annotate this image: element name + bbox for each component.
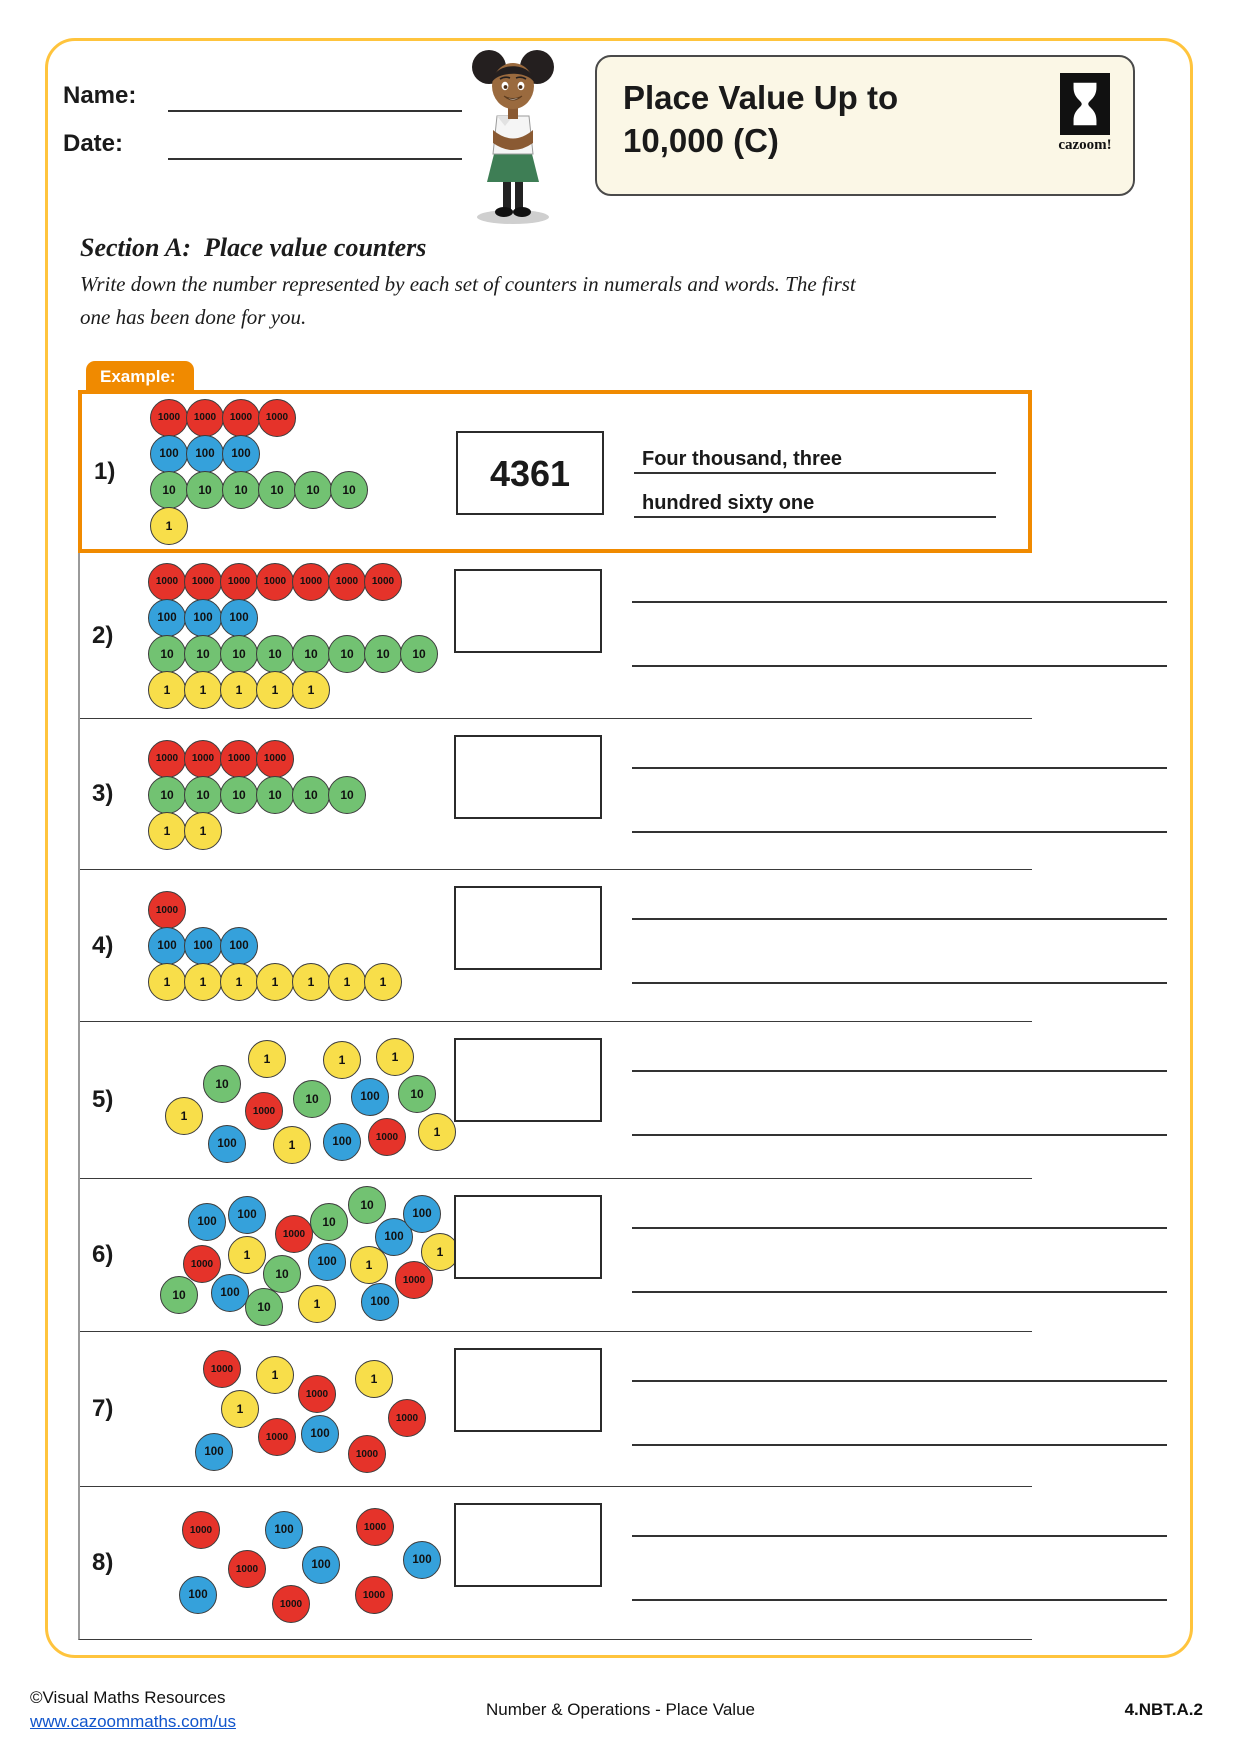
counter-1000: 1000 xyxy=(275,1215,313,1253)
row-number: 1) xyxy=(94,457,116,485)
footer-copyright: ©Visual Maths Resources xyxy=(30,1688,226,1707)
counter-10: 10 xyxy=(292,776,330,814)
counter-1: 1 xyxy=(256,1356,294,1394)
counter-100: 100 xyxy=(375,1218,413,1256)
counter-1000: 1000 xyxy=(368,1118,406,1156)
counter-1: 1 xyxy=(228,1236,266,1274)
counter-10: 10 xyxy=(184,776,222,814)
counter-1000: 1000 xyxy=(256,563,294,601)
counter-10: 10 xyxy=(400,635,438,673)
counter-1000: 1000 xyxy=(395,1261,433,1299)
worksheet-table xyxy=(78,553,1032,1640)
counter-1: 1 xyxy=(220,671,258,709)
cazoom-logo-icon xyxy=(1060,73,1110,135)
worksheet-row xyxy=(82,394,1028,549)
counters-area xyxy=(142,1022,472,1178)
counter-100: 100 xyxy=(403,1195,441,1233)
words-line[interactable] xyxy=(632,601,1167,603)
words-line[interactable] xyxy=(634,448,996,474)
counter-100: 100 xyxy=(220,927,258,965)
counter-10: 10 xyxy=(184,635,222,673)
counter-10: 10 xyxy=(220,635,258,673)
counter-1000: 1000 xyxy=(328,563,366,601)
counter-10: 10 xyxy=(203,1065,241,1103)
counter-100: 100 xyxy=(361,1283,399,1321)
counter-1000: 1000 xyxy=(272,1585,310,1623)
counter-1: 1 xyxy=(323,1041,361,1079)
counter-1000: 1000 xyxy=(183,1245,221,1283)
counter-10: 10 xyxy=(256,635,294,673)
worksheet-row xyxy=(80,869,1032,1021)
counter-1: 1 xyxy=(148,812,186,850)
counter-1000: 1000 xyxy=(184,563,222,601)
name-label: Name: xyxy=(63,82,137,109)
counter-100: 100 xyxy=(184,599,222,637)
counter-10: 10 xyxy=(148,776,186,814)
counter-100: 100 xyxy=(188,1203,226,1241)
words-line[interactable] xyxy=(632,1291,1167,1293)
worksheet-row xyxy=(80,1486,1032,1639)
counter-100: 100 xyxy=(265,1511,303,1549)
counter-100: 100 xyxy=(302,1546,340,1584)
counter-10: 10 xyxy=(292,635,330,673)
counter-100: 100 xyxy=(148,599,186,637)
answer-box[interactable] xyxy=(454,1195,602,1279)
counter-1000: 1000 xyxy=(182,1511,220,1549)
footer-url-link[interactable]: www.cazoommaths.com/us xyxy=(30,1712,236,1731)
row-number: 6) xyxy=(92,1241,114,1268)
counter-1000: 1000 xyxy=(220,740,258,778)
counter-1: 1 xyxy=(248,1040,286,1078)
counter-100: 100 xyxy=(148,927,186,965)
counter-1000: 1000 xyxy=(356,1508,394,1546)
counter-10: 10 xyxy=(310,1203,348,1241)
title-line1: Place Value Up to xyxy=(623,79,899,116)
counter-1000: 1000 xyxy=(348,1435,386,1473)
counter-1: 1 xyxy=(421,1233,459,1271)
words-line[interactable] xyxy=(632,1380,1167,1382)
words-line[interactable] xyxy=(632,1444,1167,1446)
worksheet-row xyxy=(80,1021,1032,1178)
counter-1000: 1000 xyxy=(245,1092,283,1130)
counter-100: 100 xyxy=(228,1196,266,1234)
cazoom-logo xyxy=(1053,73,1117,154)
counter-1: 1 xyxy=(148,671,186,709)
counter-1000: 1000 xyxy=(150,399,188,437)
counter-10: 10 xyxy=(256,776,294,814)
counter-100: 100 xyxy=(211,1274,249,1312)
counter-1: 1 xyxy=(350,1246,388,1284)
counter-10: 10 xyxy=(222,471,260,509)
words-text: Four thousand, three xyxy=(642,448,842,470)
counter-1: 1 xyxy=(273,1126,311,1164)
words-line[interactable] xyxy=(632,767,1167,769)
counter-10: 10 xyxy=(258,471,296,509)
words-line[interactable] xyxy=(634,492,996,518)
counter-1: 1 xyxy=(364,963,402,1001)
counter-100: 100 xyxy=(186,435,224,473)
counter-1: 1 xyxy=(292,671,330,709)
counter-1: 1 xyxy=(220,963,258,1001)
counter-10: 10 xyxy=(263,1255,301,1293)
counter-1: 1 xyxy=(418,1113,456,1151)
row-number: 2) xyxy=(92,621,114,649)
footer-topic: Number & Operations - Place Value xyxy=(486,1700,755,1719)
girl-mascot-illustration xyxy=(452,46,574,231)
counter-1: 1 xyxy=(148,963,186,1001)
counter-1: 1 xyxy=(328,963,366,1001)
answer-box[interactable] xyxy=(454,735,602,819)
words-line[interactable] xyxy=(632,1134,1167,1136)
answer-box[interactable]: 4361 xyxy=(456,431,604,515)
counter-10: 10 xyxy=(245,1288,283,1326)
worksheet-row xyxy=(80,1331,1032,1486)
counter-1: 1 xyxy=(184,671,222,709)
footer-standard-code: 4.NBT.A.2 xyxy=(1124,1700,1203,1719)
section-heading: Section A: Place value counters xyxy=(80,233,427,262)
counters-area xyxy=(142,1487,472,1639)
answer-box[interactable] xyxy=(454,1503,602,1587)
counter-10: 10 xyxy=(148,635,186,673)
row-number: 7) xyxy=(92,1395,114,1422)
counter-10: 10 xyxy=(364,635,402,673)
counter-100: 100 xyxy=(220,599,258,637)
counter-1: 1 xyxy=(150,507,188,545)
counters-area xyxy=(142,870,472,1021)
words-line[interactable] xyxy=(632,665,1167,667)
words-line[interactable] xyxy=(632,1227,1167,1229)
counter-100: 100 xyxy=(351,1078,389,1116)
row-number: 5) xyxy=(92,1086,114,1113)
counter-100: 100 xyxy=(308,1243,346,1281)
cazoom-logo-text: cazoom! xyxy=(1058,137,1112,153)
counter-1000: 1000 xyxy=(292,563,330,601)
counter-10: 10 xyxy=(348,1186,386,1224)
counter-1000: 1000 xyxy=(148,740,186,778)
row-number: 3) xyxy=(92,780,114,807)
counter-100: 100 xyxy=(195,1433,233,1471)
instructions-line2: one has been done for you. xyxy=(80,305,307,329)
words-line[interactable] xyxy=(632,1535,1167,1537)
answer-box[interactable] xyxy=(454,569,602,653)
counter-10: 10 xyxy=(186,471,224,509)
counter-1: 1 xyxy=(355,1360,393,1398)
counter-10: 10 xyxy=(293,1080,331,1118)
counter-1000: 1000 xyxy=(298,1375,336,1413)
title-line2: 10,000 (C) xyxy=(623,121,779,159)
counter-10: 10 xyxy=(398,1075,436,1113)
counter-100: 100 xyxy=(179,1576,217,1614)
worksheet-row xyxy=(80,553,1032,718)
counters-area xyxy=(142,719,472,869)
example-tab: Example: xyxy=(86,361,194,392)
counter-10: 10 xyxy=(150,471,188,509)
counter-1000: 1000 xyxy=(355,1576,393,1614)
counter-1: 1 xyxy=(256,671,294,709)
worksheet-title xyxy=(623,77,898,163)
row-number: 8) xyxy=(92,1549,114,1576)
counter-1: 1 xyxy=(256,963,294,1001)
counters-area xyxy=(142,1179,472,1331)
row-number: 4) xyxy=(92,931,114,959)
counter-1000: 1000 xyxy=(186,399,224,437)
counter-100: 100 xyxy=(301,1415,339,1453)
words-line[interactable] xyxy=(632,1070,1167,1072)
counters-area xyxy=(142,1332,472,1486)
date-label: Date: xyxy=(63,130,124,157)
counter-1000: 1000 xyxy=(148,891,186,929)
counter-100: 100 xyxy=(150,435,188,473)
worksheet-row xyxy=(80,718,1032,869)
counter-1: 1 xyxy=(165,1097,203,1135)
words-text: hundred sixty one xyxy=(642,492,815,514)
counter-100: 100 xyxy=(222,435,260,473)
date-line[interactable] xyxy=(168,158,462,160)
counter-10: 10 xyxy=(328,635,366,673)
answer-box[interactable] xyxy=(454,1348,602,1432)
counter-1000: 1000 xyxy=(228,1550,266,1588)
counter-1: 1 xyxy=(376,1038,414,1076)
title-box xyxy=(595,55,1135,196)
answer-box[interactable] xyxy=(454,1038,602,1122)
counter-1: 1 xyxy=(221,1390,259,1428)
counter-10: 10 xyxy=(294,471,332,509)
counter-100: 100 xyxy=(323,1123,361,1161)
counter-1000: 1000 xyxy=(148,563,186,601)
counter-100: 100 xyxy=(184,927,222,965)
counter-1: 1 xyxy=(184,812,222,850)
counter-10: 10 xyxy=(220,776,258,814)
example-box xyxy=(78,390,1032,553)
counter-1000: 1000 xyxy=(220,563,258,601)
counter-1: 1 xyxy=(184,963,222,1001)
worksheet-row xyxy=(80,1178,1032,1331)
counter-1000: 1000 xyxy=(388,1399,426,1437)
counters-area xyxy=(142,553,472,718)
counter-1000: 1000 xyxy=(222,399,260,437)
counter-100: 100 xyxy=(403,1541,441,1579)
words-line[interactable] xyxy=(632,982,1167,984)
counter-1: 1 xyxy=(298,1285,336,1323)
words-line[interactable] xyxy=(632,1599,1167,1601)
counter-1: 1 xyxy=(292,963,330,1001)
counter-10: 10 xyxy=(328,776,366,814)
instructions-line1: Write down the number represented by each set of counters in numerals and words. The first xyxy=(80,272,856,296)
words-line[interactable] xyxy=(632,918,1167,920)
counter-100: 100 xyxy=(208,1125,246,1163)
counter-1000: 1000 xyxy=(364,563,402,601)
name-line[interactable] xyxy=(168,110,462,112)
counter-1000: 1000 xyxy=(256,740,294,778)
counter-1000: 1000 xyxy=(258,1418,296,1456)
answer-box[interactable] xyxy=(454,886,602,970)
counter-1000: 1000 xyxy=(203,1350,241,1388)
counter-1000: 1000 xyxy=(184,740,222,778)
words-line[interactable] xyxy=(632,831,1167,833)
counter-10: 10 xyxy=(160,1276,198,1314)
counters-area xyxy=(144,394,474,549)
counter-1000: 1000 xyxy=(258,399,296,437)
counter-10: 10 xyxy=(330,471,368,509)
